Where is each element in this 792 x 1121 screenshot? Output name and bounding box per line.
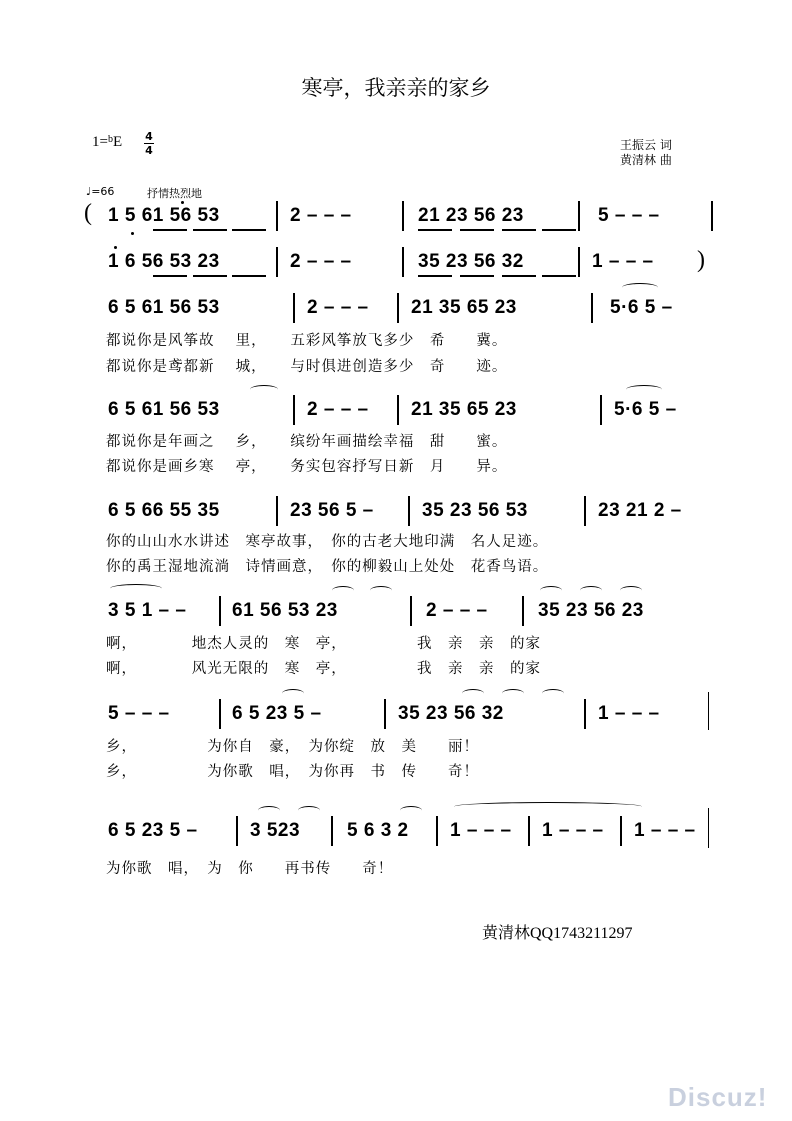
slur bbox=[332, 586, 354, 595]
measure: 2 – – – bbox=[426, 600, 488, 621]
bar-line bbox=[528, 816, 530, 846]
underline bbox=[153, 275, 187, 277]
underline bbox=[193, 229, 227, 231]
expression-mark: 抒情热烈地 bbox=[147, 187, 202, 200]
page-title: 寒亭，我亲亲的家乡 bbox=[301, 76, 491, 100]
bar-line bbox=[293, 293, 295, 323]
measure: 5 – – – bbox=[598, 205, 660, 226]
author-signature: 黄清林QQ1743211297 bbox=[482, 925, 633, 942]
bar-line bbox=[584, 496, 586, 526]
measure: 5 – – – bbox=[108, 703, 170, 724]
key-signature bbox=[92, 134, 122, 151]
underline bbox=[193, 275, 227, 277]
underline bbox=[502, 229, 536, 231]
repeat-paren-close: ) bbox=[697, 247, 705, 273]
time-top: 4 bbox=[145, 130, 153, 143]
lyric-line-1: 都说你是风筝故 里， 五彩风筝放飞多少 希 冀。 bbox=[106, 333, 508, 349]
measure: 1 – – – bbox=[634, 820, 696, 841]
bar-line bbox=[711, 201, 713, 231]
high-octave-dot bbox=[181, 201, 184, 204]
bar-line bbox=[436, 816, 438, 846]
low-octave-dot bbox=[131, 232, 134, 235]
measure: 1 6 56 53 23 bbox=[108, 251, 220, 272]
measure: 1 5 61 56 53 bbox=[108, 205, 220, 226]
measure: 61 56 53 23 bbox=[232, 600, 338, 621]
bar-line bbox=[397, 293, 399, 323]
measure: 2 – – – bbox=[307, 399, 369, 420]
bar-line bbox=[522, 596, 524, 626]
key-note: E bbox=[112, 134, 123, 150]
slur bbox=[400, 806, 422, 815]
slur bbox=[370, 586, 392, 595]
lyric-line-2: 啊， 风光无限的 寒 亭， 我 亲 亲 的家 bbox=[106, 661, 541, 677]
slur bbox=[250, 385, 278, 394]
measure: 5 6 3 2 bbox=[347, 820, 409, 841]
time-bottom: 4 bbox=[145, 144, 153, 157]
bar-line bbox=[276, 496, 278, 526]
measure: 5·6 5 – bbox=[610, 297, 673, 318]
measure: 2 – – – bbox=[290, 205, 352, 226]
bar-line bbox=[578, 247, 580, 277]
bar-line bbox=[600, 395, 602, 425]
measure: 3 5 1 – – bbox=[108, 600, 187, 621]
slur bbox=[282, 689, 304, 698]
bar-line bbox=[276, 247, 278, 277]
slur bbox=[542, 689, 564, 698]
measure: 3 523 bbox=[250, 820, 301, 841]
measure: 2 – – – bbox=[307, 297, 369, 318]
bar-line bbox=[410, 596, 412, 626]
high-octave-dot bbox=[114, 246, 117, 249]
bar-line bbox=[584, 699, 586, 729]
measure: 35 23 56 32 bbox=[398, 703, 504, 724]
measure: 1 – – – bbox=[598, 703, 660, 724]
bar-line bbox=[397, 395, 399, 425]
measure: 21 35 65 23 bbox=[411, 399, 517, 420]
slur bbox=[502, 689, 524, 698]
bar-line bbox=[402, 201, 404, 231]
watermark: Discuz! bbox=[668, 1082, 768, 1112]
slur bbox=[540, 586, 562, 595]
lyricist-credit: 王振云 词 bbox=[620, 138, 672, 152]
measure: 6 5 61 56 53 bbox=[108, 297, 220, 318]
tie bbox=[454, 802, 642, 811]
lyric-line-2: 乡， 为你歌 唱， 为你再 书 传 奇！ bbox=[106, 764, 479, 780]
bar-line bbox=[620, 816, 622, 846]
slur bbox=[622, 283, 658, 292]
underline bbox=[418, 275, 452, 277]
measure: 35 23 56 53 bbox=[422, 500, 528, 521]
lyric-line-2: 都说你是画乡寒 亭， 务实包容抒写日新 月 异。 bbox=[106, 459, 508, 475]
measure: 2 – – – bbox=[290, 251, 352, 272]
measure: 6 5 66 55 35 bbox=[108, 500, 220, 521]
slur bbox=[620, 586, 642, 595]
measure: 21 23 56 23 bbox=[418, 205, 524, 226]
bar-line bbox=[219, 699, 221, 729]
underline bbox=[542, 275, 576, 277]
lyric-line-2: 都说你是鸢都新 城， 与时俱进创造多少 奇 迹。 bbox=[106, 359, 508, 375]
underline bbox=[542, 229, 576, 231]
underline bbox=[460, 275, 494, 277]
underline bbox=[153, 229, 187, 231]
measure: 1 – – – bbox=[592, 251, 654, 272]
measure: 23 56 5 – bbox=[290, 500, 374, 521]
bar-line bbox=[384, 699, 386, 729]
bar-line bbox=[219, 596, 221, 626]
key-flat: b bbox=[107, 134, 113, 145]
slur bbox=[298, 806, 320, 815]
credits bbox=[620, 138, 672, 168]
underline bbox=[418, 229, 452, 231]
lyric-line-2: 你的禹王湿地流淌 诗情画意， 你的柳毅山上处处 花香鸟语。 bbox=[106, 559, 549, 575]
measure: 1 – – – bbox=[542, 820, 604, 841]
slur bbox=[626, 385, 662, 394]
underline bbox=[502, 275, 536, 277]
bar-line bbox=[276, 201, 278, 231]
slur bbox=[258, 806, 280, 815]
lyric-line-1: 为你歌 唱， 为 你 再书传 奇！ bbox=[106, 861, 394, 877]
final-bar-line bbox=[708, 808, 714, 848]
slur bbox=[110, 584, 162, 593]
lyric-line-1: 啊， 地杰人灵的 寒 亭， 我 亲 亲 的家 bbox=[106, 636, 541, 652]
repeat-paren-open: ( bbox=[84, 200, 92, 226]
measure: 6 5 23 5 – bbox=[232, 703, 322, 724]
lyric-line-1: 你的山山水水讲述 寒亭故事， 你的古老大地印满 名人足迹。 bbox=[106, 534, 549, 550]
bar-line bbox=[578, 201, 580, 231]
measure: 5·6 5 – bbox=[614, 399, 677, 420]
lyric-line-1: 都说你是年画之 乡， 缤纷年画描绘幸福 甜 蜜。 bbox=[106, 434, 508, 450]
measure: 6 5 61 56 53 bbox=[108, 399, 220, 420]
measure: 35 23 56 23 bbox=[538, 600, 644, 621]
bar-line bbox=[293, 395, 295, 425]
tempo-mark: ♩=66 bbox=[86, 185, 115, 198]
bar-line bbox=[591, 293, 593, 323]
measure: 6 5 23 5 – bbox=[108, 820, 198, 841]
measure: 35 23 56 32 bbox=[418, 251, 524, 272]
time-signature bbox=[144, 130, 154, 157]
bar-line bbox=[408, 496, 410, 526]
underline bbox=[232, 229, 266, 231]
measure: 23 21 2 – bbox=[598, 500, 682, 521]
key-prefix: 1= bbox=[92, 134, 108, 150]
slur bbox=[462, 689, 484, 698]
bar-line bbox=[331, 816, 333, 846]
underline bbox=[460, 229, 494, 231]
slur bbox=[580, 586, 602, 595]
measure: 1 – – – bbox=[450, 820, 512, 841]
bar-line bbox=[236, 816, 238, 846]
underline bbox=[232, 275, 266, 277]
measure: 21 35 65 23 bbox=[411, 297, 517, 318]
final-bar-line bbox=[708, 692, 714, 730]
composer-credit: 黄清林 曲 bbox=[620, 153, 672, 167]
bar-line bbox=[402, 247, 404, 277]
lyric-line-1: 乡， 为你自 豪， 为你绽 放 美 丽！ bbox=[106, 739, 479, 755]
